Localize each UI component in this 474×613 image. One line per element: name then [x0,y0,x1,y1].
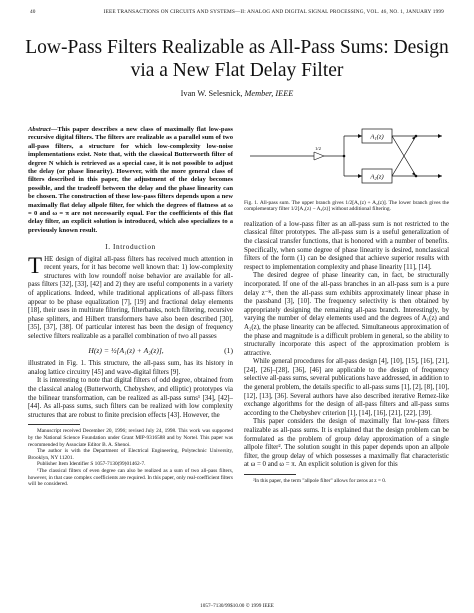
intro-paragraph-1: THE design of digital all-pass filters has received much attention in recent years, for it has become well known that: 1) low-complexity structures with low roundoff noise behavior are available for all-pass filters [32], [33], [42] and 2) they are useful components in a variety of applications. Indeed, while traditional applications of all-pass filters appear to be phase equalization [7], [19] and fractional delay elements [18], their uses in multirate filtering, filterbanks, notch filtering, recursive phase splitters, and Hilbert transformers have also been described [30], [35], [37], [38]. Of particular interest has been the design of frequency selective filters realizable as a parallel combination of two all passes [28,252,233,341]
footnote-2: ²In this paper, the term "allpole filter" allows for zeros at z = 0. [253,478,387,484]
manuscript-note: Manuscript received December 20, 1996; revised July 24, 1998. This work was supported by the National Science Foundation under Grant MIP-9316588 and by Nortel. This paper was recommended by Associate Editor B. A. Shenoi. [28,428,233,448]
author-role: Member, IEEE [244,89,294,98]
abstract [28,126,233,488]
footnote-1: ¹The classical filters of even degree can also be realized as a sum of two all-pass filters, however, in that case complex coefficients are required. In this paper, only real-coefficient filters will be considered. [28,467,233,488]
abstract-label: Abstract— [28,126,58,133]
affiliation-note: The author is with the Department of Electrical Engineering, Polytechnic University, Brooklyn, NY 11201. [28,448,233,461]
intro-paragraph-2: illustrated in Fig. 1. This structure, the all-pass sum, has its history in analog lattice circuitry [45] and wave-digital filters [9]. [28,360,233,376]
running-header [30,9,444,15]
author-name: Ivan W. Selesnick, [180,89,243,98]
right-column [244,118,449,485]
footnote-rule-right [244,474,296,475]
right-paragraph-2: The desired degree of phase linearity can, in fact, be structurally incorporated. If one of the all-pass branches in an all-pass sum is a pure delay z⁻ᴷ, then the all-pass sum exhibits approximately linear phase in the passband [3], [10]. The frequency selectivity is then obtained by appropriately designing the remaining all-pass branch. Interestingly, by varying the number of delay elements used and the degrees of A₁(z) and A₂(z), the phase linearity can be affected. Simultaneous approximation of the phase and magnitude is a difficult problem in general, so the ability to structurally incorporate this aspect of the approximation problem is attractive. [244,272,449,357]
right-paragraph-4: This paper considers the design of maximally flat low-pass filters realizable as all-pass sums. It is explained that the design problem can be formulated as the problem of group delay approximation of a single allpole filter². The solution sought in this paper depends upon an allpole filter, the group delay of which possesses a maximally flat characteristic at ω = 0 and ω = π. An explicit solution is given for this [244,418,449,469]
paper-title: Low-Pass Filters Realizable as All-Pass Sums: Design via a New Flat Delay Filter [25,37,449,81]
figure-caption: Fig. 1. All-pass sum. The upper branch gives 1/2[A₁(z) + A₂(z)]. The lower branch gives the complementary filter 1/2[A₁(z) − A₂(z)] without additional filtering. [244,199,449,213]
equation-1 [28,347,233,356]
author-line [0,89,474,98]
intro-paragraph-3: It is interesting to note that digital filters of odd degree, obtained from the classical analog (Butterworth, Chebyshev, and elliptic) prototypes via the bilinear transformation, can be realized as all-pass sums¹ [34], [42]–[44]. As all-pass sums, such filters can be realized with low complexity structures that are robust to finite precision effects [43]. However, the [28,377,233,419]
right-paragraph-3: While general procedures for all-pass design [4], [10], [15], [16], [21], [24], [26]–[28], [36], [46] are applicable to the design of frequency selective all-pass sums, several publications have addressed, in addition to the general problem, the details specific to all-pass sums [1], [2], [8], [10], [12], [13], [36]. Several authors have also described iterative Remez-like exchange algorithms for the design of all-pass filters and all-pass sums according to the Chebyshev criterion [1], [14], [16], [21], [22], [39]. [244,358,449,417]
section-heading: I. Introduction [105,243,156,252]
gain-element [314,152,324,160]
copyright-footer: 1057–7130/99$10.00 © 1999 IEEE [200,603,274,609]
block-2-label: A₂(z) [370,173,384,181]
drop-cap: T [28,252,43,278]
page-number: 40 [30,9,36,15]
gain-label: 1/2 [315,146,321,151]
publisher-id: Publisher Item Identifier S 1057-7130(99)01462-7. [37,461,146,468]
equation-body: H(z) = ½[A₁(z) + A₂(z)], [88,345,164,355]
journal-header: IEEE TRANSACTIONS ON CIRCUITS AND SYSTEMS—II: ANALOG AND DIGITAL SIGNAL PROCESSING, VOL. 46, NO. 1, JANUARY 1999 [103,9,444,15]
footnote-rule [28,424,80,425]
figure-1-diagram [244,118,449,196]
equation-number: (1) [224,345,233,355]
right-paragraph-1: realization of a low-pass filter as an all-pass sum is not restricted to the classical filter prototypes. The all-pass sum is a useful generalization of the classical transfer functions, that is honored with a number of benefits. Specifically, when some degree of phase linearity is desired, nonclassical filters of the form (1) can be designed that achieve superior results with respect to implementation complexity and phase linearity [11], [14]. [244,220,449,271]
abstract-text: This paper describes a new class of maximally flat low-pass recursive digital filters. The filters are realizable as a parallel sum of two all-pass filters, a structure for which low-complexity low-noise implementations exist. Note that, with the classical Butterworth filter of degree N which is retrieved as a special case, it is not possible to adjust the delay (or phase linearity). However, with the more general class of filters described in this paper, the adjustment of the delay becomes possible, and the tradeoff between the delay and the phase linearity can be chosen. The construction of these low-pass filters depends upon a new maximally flat delay allpole filter, for which the degrees of flatness at ω = 0 and ω = π are not necessarily equal. For the coefficients of this flat delay filter, an explicit solution is introduced, which also specializes to a previously known result. [28,126,233,234]
block-1-label: A₁(z) [370,133,384,141]
